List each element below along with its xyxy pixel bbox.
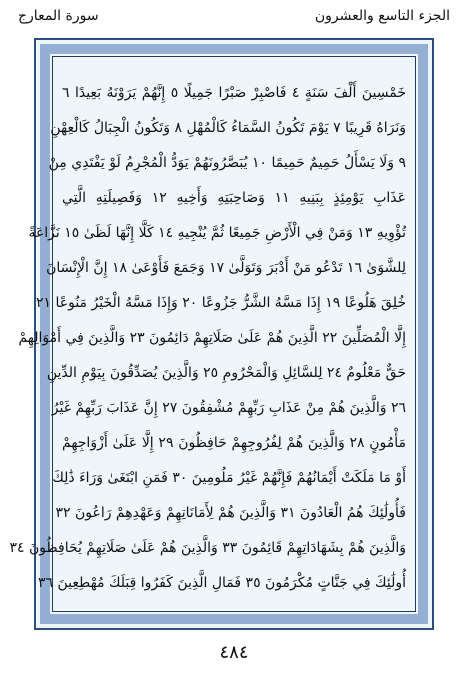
- text-line: ٩ وَلَا يَسْأَلُ حَمِيمٌ حَمِيمًا ١٠ يُبَصَّرُونَهُمْ يَوَدُّ الْمُجْرِمُ لَوْ يَفْتَدِي مِنْ: [48, 155, 406, 171]
- text-line: تُؤْوِيهِ ١٣ وَمَنْ فِي الْأَرْضِ جَمِيعًا ثُمَّ يُنْجِيهِ ١٤ كَلَّا إِنَّهَا لَظَىٰ ١٥ نَزَّاعَةً: [28, 225, 406, 241]
- text-line: خَمْسِينَ أَلْفَ سَنَةٍ ٤ فَاصْبِرْ صَبْرًا جَمِيلًا ٥ إِنَّهُمْ يَرَوْنَهُ بَعِيدًا ٦: [62, 85, 407, 101]
- page-number: ٤٨٤: [219, 642, 249, 663]
- text-line: عَذَابِ يَوْمِئِذٍ بِبَنِيهِ ١١ وَصَاحِبَتِهِ وَأَخِيهِ ١٢ وَفَصِيلَتِهِ الَّتِي: [62, 190, 406, 206]
- text-line: لِلشَّوَىٰ ١٦ تَدْعُو مَنْ أَدْبَرَ وَتَوَلَّىٰ ١٧ وَجَمَعَ فَأَوْعَىٰ ١٨ إِنَّ الْإِنْسَانَ: [46, 260, 406, 276]
- text-line: ٢٦ وَالَّذِينَ هُمْ مِنْ عَذَابِ رَبِّهِمْ مُشْفِقُونَ ٢٧ إِنَّ عَذَابَ رَبِّهِمْ غَيْرُ: [51, 400, 406, 416]
- page-header: [18, 6, 450, 32]
- juz-title: الجزء التاسع والعشرون: [314, 8, 450, 24]
- surah-title: سورة المعارج: [18, 8, 99, 24]
- quran-text-block: [9, 80, 407, 604]
- text-line: وَالَّذِينَ هُمْ بِشَهَادَاتِهِمْ قَائِمُونَ ٣٣ وَالَّذِينَ هُمْ عَلَىٰ صَلَاتِهِمْ يُحَافِظُونَ ٣٤: [9, 540, 406, 556]
- text-line: مَأْمُونٍ ٢٨ وَالَّذِينَ هُمْ لِفُرُوجِهِمْ حَافِظُونَ ٢٩ إِلَّا عَلَىٰ أَزْوَاجِهِمْ: [62, 435, 406, 451]
- text-line: فَأُولَٰئِكَ هُمُ الْعَادُونَ ٣١ وَالَّذِينَ هُمْ لِأَمَانَاتِهِمْ وَعَهْدِهِمْ رَاعُونَ ٣٢: [55, 505, 406, 521]
- text-line: أُولَٰئِكَ فِي جَنَّاتٍ مُكْرَمُونَ ٣٥ فَمَالِ الَّذِينَ كَفَرُوا قِبَلَكَ مُهْطِعِينَ ٣٦: [37, 575, 406, 591]
- text-line: حَقٌّ مَعْلُومٌ ٢٤ لِلسَّائِلِ وَالْمَحْرُومِ ٢٥ وَالَّذِينَ يُصَدِّقُونَ بِيَوْمِ الدِّينِ: [46, 365, 406, 381]
- text-line: أَوْ مَا مَلَكَتْ أَيْمَانُهُمْ فَإِنَّهُمْ غَيْرُ مَلُومِينَ ٣٠ فَمَنِ ابْتَغَىٰ وَرَاءَ ذَٰلِكَ: [52, 470, 406, 486]
- text-line: وَنَرَاهُ قَرِيبًا ٧ يَوْمَ تَكُونُ السَّمَاءُ كَالْمُهْلِ ٨ وَتَكُونُ الْجِبَالُ كَالْعِهْنِ: [50, 120, 406, 136]
- text-line: إِلَّا الْمُصَلِّينَ ٢٢ الَّذِينَ هُمْ عَلَىٰ صَلَاتِهِمْ دَائِمُونَ ٢٣ وَالَّذِينَ فِي أَمْوَالِهِمْ: [18, 330, 406, 346]
- text-line: خُلِقَ هَلُوعًا ١٩ إِذَا مَسَّهُ الشَّرُّ جَزُوعًا ٢٠ وَإِذَا مَسَّهُ الْخَيْرُ مَنُوعًا ٢١: [35, 295, 406, 311]
